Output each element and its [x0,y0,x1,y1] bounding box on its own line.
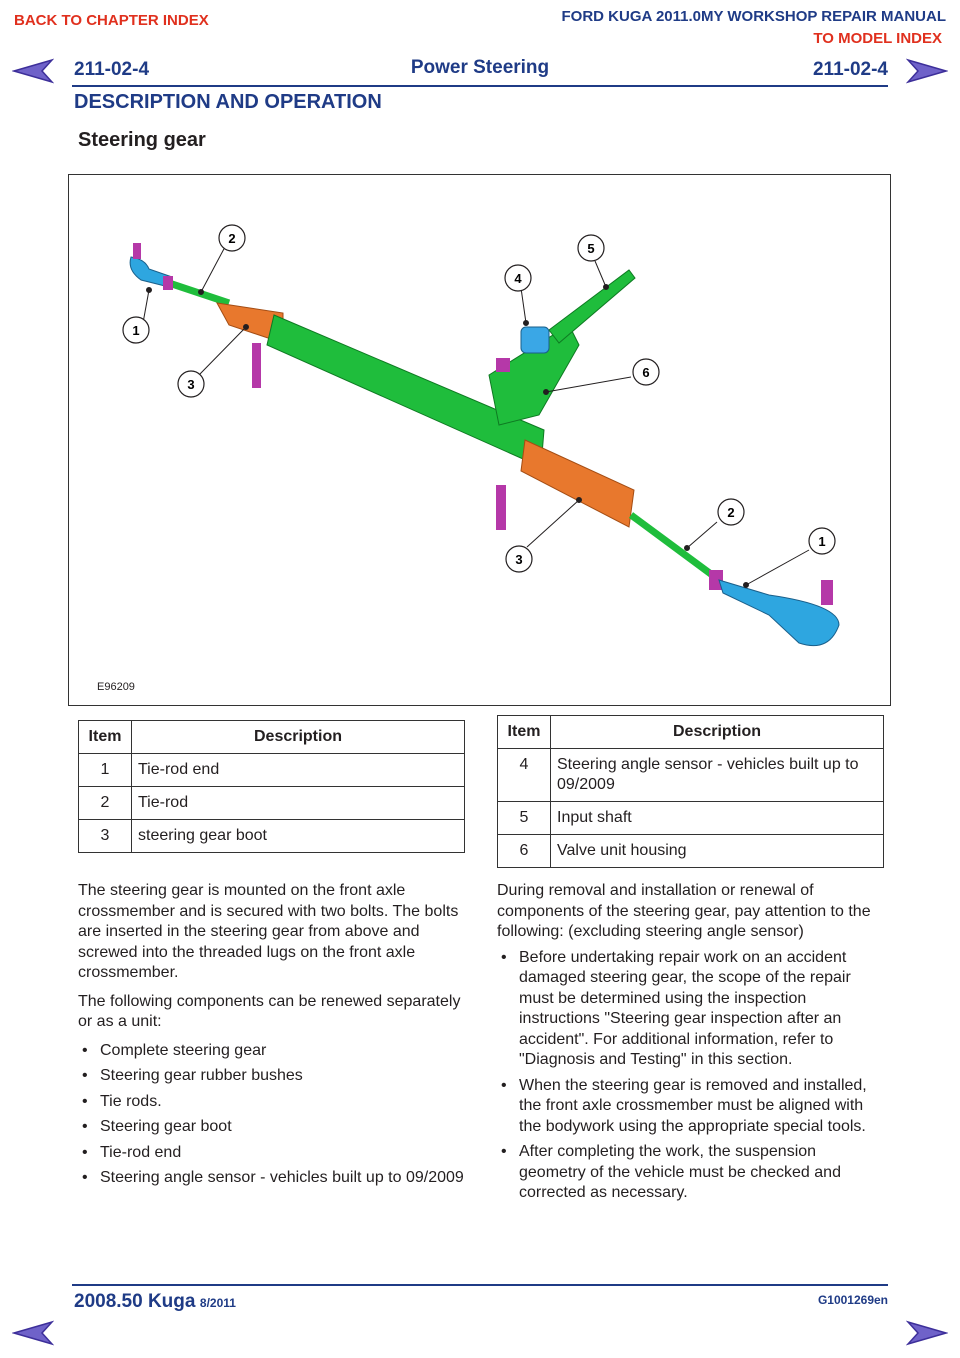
footer-model-name: 2008.50 Kuga [74,1291,196,1312]
table-header-description: Description [551,716,884,749]
paragraph: During removal and installation or renewal of components of the steering gear, pay attention to the following: (excluding steering angle sensor) [497,882,871,940]
next-page-arrow-icon[interactable] [906,1320,948,1346]
table-cell-description: steering gear boot [132,820,465,853]
callout-label: 1 [818,534,826,549]
table-cell-item: 6 [498,835,551,868]
table-row [498,749,884,802]
table-header-row [498,716,884,749]
callout-label: 5 [587,241,595,256]
precaution-list [497,948,887,1204]
callout-label: 3 [515,552,523,567]
table-row [79,820,465,853]
table-cell-item: 5 [498,802,551,835]
left-column-text [78,881,468,1194]
callout [718,499,744,525]
figure-frame [68,174,891,706]
callout [123,317,149,343]
list-item: • Before undertaking repair work on an accident damaged steering gear, the scope of the repair must be determined using the inspection instructions "Steering gear inspection after an accident". For additional information, refer to "Diagnosis and Testing" in this section. [497,948,887,1071]
to-model-index-link[interactable]: TO MODEL INDEX [813,30,942,47]
table-cell-description: Input shaft [551,802,884,835]
list-item: • Tie-rod end [78,1143,468,1164]
list-item: • When the steering gear is removed and installed, the front axle crossmember must be aligned with the bodywork using the appropriate special tools. [497,1076,887,1138]
next-page-arrow-icon[interactable] [906,58,948,84]
manual-title: FORD KUGA 2011.0MY WORKSHOP REPAIR MANUAL [561,8,946,25]
list-item: • Steering angle sensor - vehicles built up to 09/2009 [78,1168,468,1189]
page-number-right: 211-02-4 [812,59,888,80]
table-cell-description: Steering angle sensor - vehicles built up to 09/2009 [551,749,884,802]
previous-page-arrow-icon[interactable] [12,1320,54,1346]
callout [506,546,532,572]
list-item: • Complete steering gear [78,1041,468,1062]
callout [505,265,531,291]
items-table-left [78,720,465,853]
table-row [498,802,884,835]
table-row [498,835,884,868]
callout [219,225,245,251]
table-cell-description: Tie-rod end [132,754,465,787]
callout-label: 2 [228,231,236,246]
page-subtitle: DESCRIPTION AND OPERATION [74,91,382,113]
table-cell-description: Valve unit housing [551,835,884,868]
footer-rule [72,1284,888,1286]
section-title: Power Steering [410,57,550,78]
right-column-text [497,881,887,1209]
list-item: • Tie rods. [78,1092,468,1113]
section-heading: Steering gear [78,129,206,151]
footer-model [74,1291,236,1313]
footer-date: 8/2011 [199,1296,236,1310]
figure-code: E96209 [97,681,135,693]
callout-label: 6 [642,365,650,380]
callout [809,528,835,554]
callout [578,235,604,261]
header-rule [72,85,888,87]
steering-gear-illustration [69,175,890,705]
table-cell-item: 4 [498,749,551,802]
table-header-item: Item [498,716,551,749]
table-header-description: Description [132,721,465,754]
table-cell-item: 2 [79,787,132,820]
callout-label: 3 [187,377,195,392]
footer-code: G1001269en [817,1293,888,1307]
back-to-chapter-index-link[interactable]: BACK TO CHAPTER INDEX [14,12,209,29]
list-item: • After completing the work, the suspension geometry of the vehicle must be checked and corrected as necessary. [497,1142,887,1204]
callout-label: 4 [514,271,522,286]
table-header-row [79,721,465,754]
items-table-right [497,715,884,868]
list-item: • Steering gear rubber bushes [78,1066,468,1087]
table-row [79,754,465,787]
paragraph: The steering gear is mounted on the front axle crossmember and is secured with two bolts. The bolts are inserted in the steering gear from above and screwed into the threaded lugs on the front axle crossmember. [78,882,459,981]
callout-label: 2 [727,505,735,520]
table-header-item: Item [79,721,132,754]
table-cell-item: 1 [79,754,132,787]
table-cell-description: Tie-rod [132,787,465,820]
callout [633,359,659,385]
table-cell-item: 3 [79,820,132,853]
component-list [78,1041,468,1189]
page-number-left: 211-02-4 [74,59,150,80]
paragraph: The following components can be renewed separately or as a unit: [78,992,461,1030]
callout-label: 1 [132,323,140,338]
list-item: • Steering gear boot [78,1117,468,1138]
table-row [79,787,465,820]
callout [178,371,204,397]
